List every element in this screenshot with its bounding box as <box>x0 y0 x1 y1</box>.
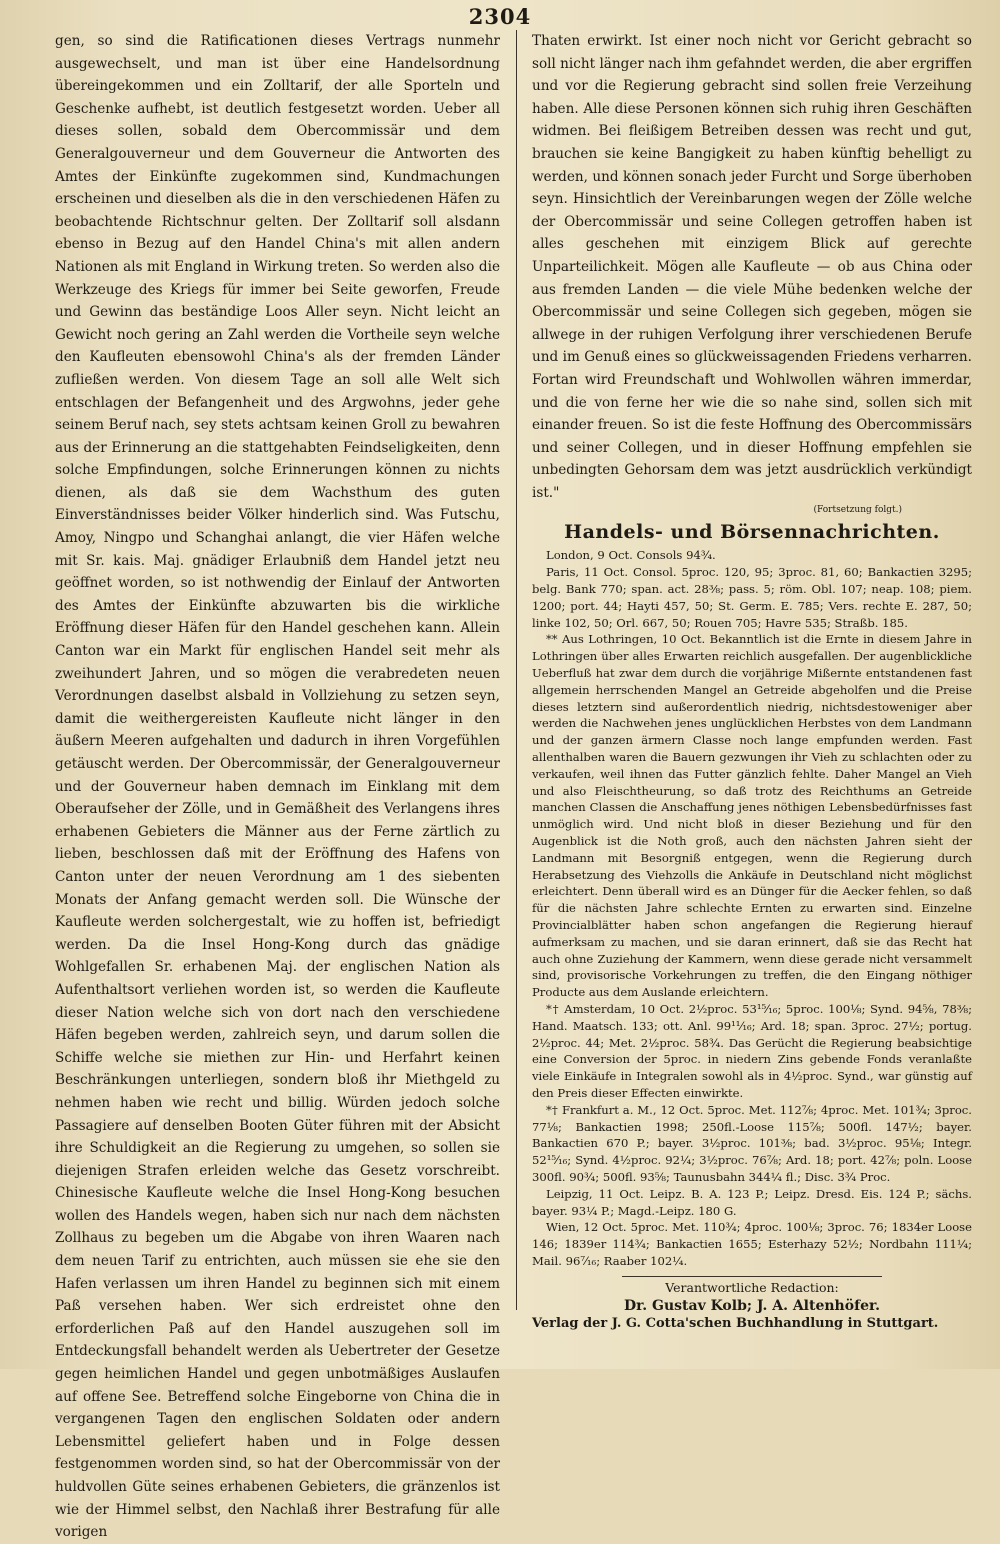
imprint <box>532 1276 972 1333</box>
imprint-editors: Dr. Gustav Kolb; J. A. Altenhöfer. <box>624 1297 880 1314</box>
section-title-trade-news: Handels- und Börsennachrichten. <box>564 521 940 544</box>
column-divider <box>516 30 517 1310</box>
report-lothringen: ** Aus Lothringen, 10 Oct. Bekanntlich ist die Ernte in diesem Jahre in Lothringen über alles Erwarten reichlich ausgefallen. Der augenblickliche Ueberfluß hat zwar dem durch die vorjährige Mißernte entstandenen fast allgemein herrschenden Mangel an Getreide abgeholfen und die Preise dieses letztern sind außerordentlich niedrig, nichtsdestoweniger aber werden die Nachwehen jenes unglücklichen Herbstes von dem Landmann und der ganzen ärmern Classe noch lange empfunden werden. Fast allenthalben waren die Bauern gezwungen ihr Vieh zu schlachten oder zu verkaufen, weil ihnen das Futter gänzlich fehlte. Daher Mangel an Vieh und also Fleischtheurung, so daß trotz des Reichthums an Getreide manchen Classen die Anschaffung jenes nöthigen Lebensbedürfnisses fast unmöglich wird. Und nicht bloß in dieser Beziehung und für den Augenblick ist die Noth groß, auch den nächsten Jahren sieht der Landmann mit Besorgniß entgegen, wenn die Regierung durch Herabsetzung des Viehzolls die Ankäufe in Deutschland nicht möglichst erleichtert. Denn überall wird es an Dünger für die Aecker fehlen, so daß für die nächsten Jahre schlechte Ernten zu erwarten sind. Einzelne Provincialblätter haben schon angefangen die Regierung hierauf aufmerksam zu machen, und sie daran erinnert, daß sie das Recht hat auch ohne Zuziehung der Kammern, wenn diese gerade nicht versammelt sind, provisorische Vorkehrungen zu treffen, die den Eingang nöthiger Producte aus dem Auslande erleichtern. <box>532 632 972 1000</box>
report-wien: Wien, 12 Oct. 5proc. Met. 110¾; 4proc. 100⅛; 3proc. 76; 1834er Loose 146; 1839er 114¾; Bankactien 1655; Esterhazy 52½; Nordbahn 111¼; Mail. 96⁷⁄₁₆; Raaber 102¼. <box>532 1220 972 1268</box>
report-amsterdam: *† Amsterdam, 10 Oct. 2½proc. 53¹⁵⁄₁₆; 5proc. 100⅛; Synd. 94⅝, 78⅜; Hand. Maatsch. 133; ott. Anl. 99¹¹⁄₁₆; Ard. 18; span. 3proc. 27½; portug. 2½proc. 44; Met. 2½proc. 58¾. Das Gerücht die Regierung beabsichtige eine Conversion der 5proc. in niedern Zins gebende Fonds veranlaßte viele Einkäufe in Integralen sowohl als in 4½proc. Synd., war günstig auf den Preis dieser Effecten einwirkte. <box>532 1001 972 1100</box>
imprint-publisher: Verlag der J. G. Cotta'schen Buchhandlung in Stuttgart. <box>532 1315 939 1331</box>
imprint-label: Verantwortliche Redaction: <box>622 1276 882 1297</box>
page-number: 2304 <box>468 4 532 29</box>
right-column <box>532 30 972 1333</box>
continued-note: (Fortsetzung folgt.) <box>813 505 902 516</box>
report-london: London, 9 Oct. Consols 94¾. <box>546 548 716 563</box>
article-text-continuation: Thaten erwirkt. Ist einer noch nicht vor Gericht gebracht so soll nicht länger nach ihm gefahndet werden, die aber ergriffen und vor die Regierung gebracht sind sollen freie Verzeihung haben. Alle diese Personen können sich ruhig ihren Geschäften widmen. Bei fleißigem Betreiben dessen was recht und gut, brauchen sie keine Bangigkeit zu haben künftig behelligt zu werden, und können sonach jeder Furcht und Sorge überhoben seyn. Hinsichtlich der Vereinbarungen wegen der Zölle welche der Obercommissär und seine Collegen getroffen haben ist alles geschehen mit einzigem Blick auf gerechte Unparteilichkeit. Mögen alle Kaufleute — ob aus China oder aus fremden Landen — die viele Mühe bedenken welche der Obercommissär und seine Collegen sich gegeben, mögen sie allwege in der ruhigen Verfolgung ihrer verschiedenen Berufe und im Genuß eines so glückweissagenden Friedens verharren. Fortan wird Freundschaft und Wohlwollen währen immerdar, und die von ferne her wie die so nahe sind, sollen sich mit einander freuen. So ist die feste Hoffnung des Obercommissärs und seiner Collegen, und in dieser Hoffnung empfehlen sie unbedingten Gehorsam dem was jetzt ausdrücklich verkündigt ist." <box>532 33 972 501</box>
report-frankfurt: *† Frankfurt a. M., 12 Oct. 5proc. Met. 112⅞; 4proc. Met. 101¾; 3proc. 77⅛; Bankactien 1998; 250fl.-Loose 115⅞; 500fl. 147½; bayer. Bankactien 670 P.; bayer. 3½proc. 101⅜; bad. 3½proc. 95⅛; Integr. 52¹⁵⁄₁₆; Synd. 4½proc. 92¼; 3½proc. 76⅞; Ard. 18; port. 42⅞; poln. Loose 300fl. 90¾; 500fl. 93⅝; Taunusbahn 344¼ fl.; Disc. 3¾ Proc. <box>532 1102 972 1184</box>
left-column <box>55 30 500 1544</box>
report-leipzig: Leipzig, 11 Oct. Leipz. B. A. 123 P.; Leipz. Dresd. Eis. 124 P.; sächs. bayer. 93¼ P.; Magd.-Leipz. 180 G. <box>532 1186 972 1218</box>
report-paris: Paris, 11 Oct. Consol. 5proc. 120, 95; 3proc. 81, 60; Bankactien 3295; belg. Bank 770; span. act. 28⅜; pass. 5; röm. Obl. 107; neap. 108; piem. 1200; port. 44; Hayti 457, 50; St. Germ. E. 785; Vers. rechte E. 287, 50; linke 102, 50; Orl. 667, 50; Rouen 705; Havre 535; Straßb. 185. <box>532 565 972 630</box>
article-text-china-decree: gen, so sind die Ratificationen dieses Vertrags nunmehr ausgewechselt, und man ist über eine Handelsordnung übereingekommen und ein Zolltarif, der alle Sporteln und Geschenke aufhebt, ist deutlich festgesetzt worden. Ueber all dieses sollen, sobald dem Obercommissär und dem Generalgouverneur und dem Gouverneur die Antworten des Amtes der Einkünfte zugekommen sind, Kundmachungen erscheinen und dieselben als die in den verschiedenen Häfen zu beobachtende Richtschnur gelten. Der Zolltarif soll alsdann ebenso in Bezug auf den Handel China's mit allen andern Nationen als mit England in Wirkung treten. So werden also die Werkzeuge des Kriegs für immer bei Seite geworfen, Freude und Gewinn das beständige Loos Aller seyn. Nicht leicht an Gewicht noch gering an Zahl werden die Vortheile seyn welche den Kaufleuten ebensowohl China's als der fremden Länder zufließen werden. Von diesem Tage an soll alle Welt sich entschlagen der Befangenheit und des Argwohns, jeder gehe seinem Beruf nach, sey stets achtsam keinen Groll zu bewahren aus der Erinnerung an die stattgehabten Feindseligkeiten, denn solche Empfindungen, solche Erinnerungen können zu nichts dienen, als daß sie dem Wachsthum des guten Einverständnisses beider Völker hinderlich sind. Was Futschu, Amoy, Ningpo und Schanghai anlangt, die vier Häfen welche mit Sr. kais. Maj. gnädiger Erlaubniß dem Handel jetzt neu geöffnet worden, so ist nothwendig der Einlauf der Antworten des Amtes der Einkünfte abzuwarten bis die wirkliche Eröffnung dieser Häfen für den Handel geschehen kann. Allein Canton war ein Markt für englischen Handel seit mehr als zweihundert Jahren, und so mögen die verabredeten neuen Verordnungen daselbst alsbald in Vollziehung zu setzen seyn, damit die weithergereisten Kaufleute nicht länger in den äußern Meeren aufgehalten und dadurch in ihren Vorgefühlen getäuscht werden. Der Obercommissär, der Generalgouverneur und der Gouverneur haben demnach im Einklang mit dem Oberaufseher der Zölle, und in Gemäßheit des Verlangens ihres erhabenen Gebieters die Männer aus der Ferne zärtlich zu lieben, beschlossen daß mit der Eröffnung des Hafens von Canton unter der neuen Verordnung am 1 des siebenten Monats der Anfang gemacht werden soll. Die Wünsche der Kaufleute werden solchergestalt, wie zu hoffen ist, befriedigt werden. Da die Insel Hong-Kong durch das gnädige Wohlgefallen Sr. erhabenen Maj. der englischen Nation als Aufenthaltsort verliehen worden ist, so werden die Kaufleute dieser Nation welche sich von dort nach den verschiedene Häfen begeben werden, zahlreich seyn, und darum sollen die Schiffe welche sie miethen zur Hin- und Herfahrt keinen Beschränkungen unterliegen, sondern bloß ihr Miethgeld zu nehmen haben wie recht und billig. Würden jedoch solche Passagiere auf denselben Booten Güter führen mit der Absicht ihre Schuldigkeit an die Regierung zu umgehen, so sollen sie diejenigen Strafen erleiden welche das Gesetz vorschreibt. Chinesische Kaufleute welche die Insel Hong-Kong besuchen wollen des Handels wegen, haben sich nur nach dem nächsten Zollhaus zu begeben um die Abgabe von ihren Waaren nach dem neuen Tarif zu entrichten, auch müssen sie ehe sie den Hafen verlassen um ihren Handel zu beginnen sich mit einem Paß versehen haben. Wer sich erdreistet ohne den erforderlichen Paß auf den Handel auszugehen soll im Entdeckungsfall behandelt werden als Uebertreter der Gesetze gegen heimlichen Handel und gegen unbotmäßiges Auslaufen auf offene See. Betreffend solche Eingeborne von China die in vergangenen Tagen den englischen Soldaten oder andern Lebensmittel geliefert haben und in Folge dessen festgenommen worden sind, so hat der Obercommissär von der huldvollen Güte seines erhabenen Gebieters, die gränzenlos ist wie der Himmel selbst, den Nachlaß ihrer Bestrafung für alle vorigen <box>55 33 500 1541</box>
